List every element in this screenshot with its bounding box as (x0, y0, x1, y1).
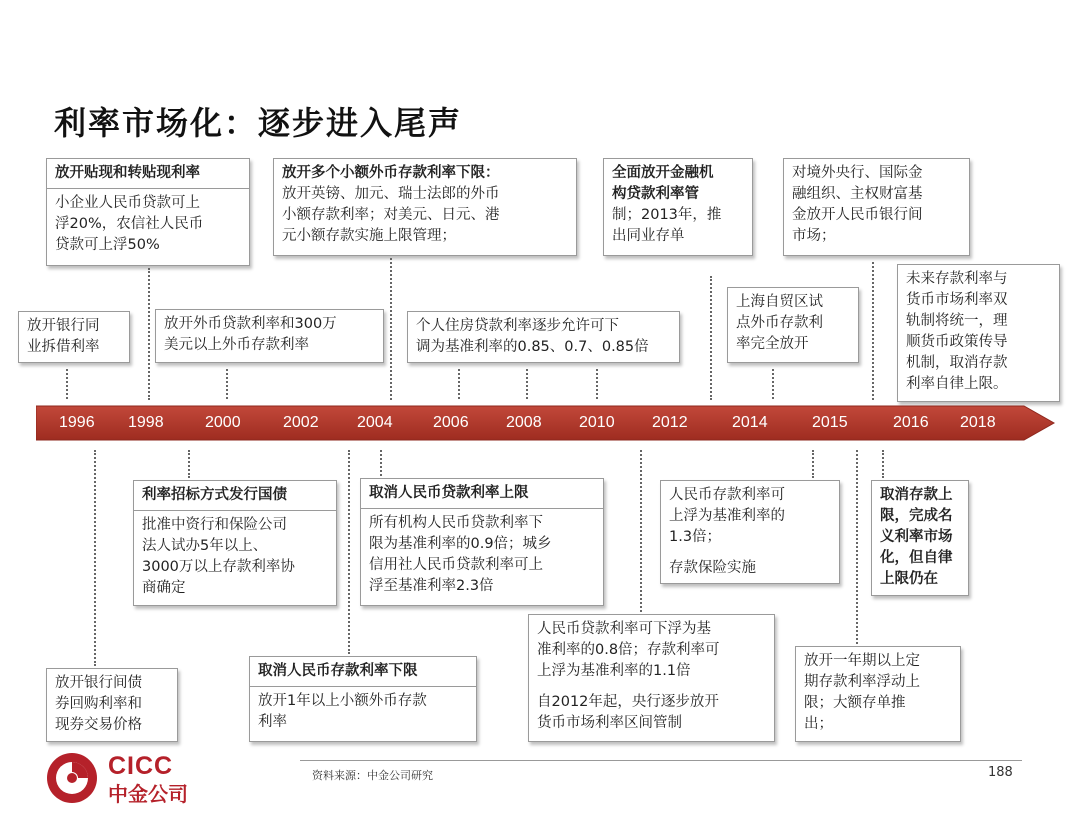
event-box-loan-ceiling (360, 478, 604, 606)
event-text: 机制，取消存款 (906, 355, 1008, 371)
event-text: 调为基准利率的0.85、0.7、0.85倍 (416, 339, 649, 355)
event-heading: 构贷款利率管 (612, 186, 699, 202)
event-text: 上浮为基准利率的1.1倍 (537, 663, 691, 679)
source-note: 资料来源：中金公司研究 (312, 769, 433, 782)
event-text: 放开一年期以上定 (804, 653, 920, 669)
event-box-2015-interbank-open (783, 158, 970, 256)
page-number: 188 (988, 765, 1013, 780)
year-label-2002: 2002 (283, 414, 319, 431)
event-text: 顺货币政策传导 (906, 334, 1008, 350)
event-text: 个人住房贷款利率逐步允许可下 (416, 318, 619, 334)
year-label-2010: 2010 (579, 414, 615, 431)
connector (458, 369, 460, 399)
event-text: 未来存款利率与 (906, 271, 1008, 287)
event-text: 人民币贷款利率可下浮为基 (537, 621, 711, 637)
event-text: 上浮为基准利率的 (669, 508, 785, 524)
connector (872, 262, 874, 400)
event-heading: 取消人民币存款利率下限 (250, 657, 476, 687)
event-box-deposit-floor (249, 656, 477, 742)
event-box-1996-interbank (18, 311, 130, 363)
connector (148, 268, 150, 400)
event-text: 利率自律上限。 (906, 376, 1008, 392)
event-box-2004-small-foreign-deposit (273, 158, 577, 256)
connector (94, 450, 96, 666)
event-text: 出同业存单 (612, 228, 685, 244)
event-text: 业拆借利率 (27, 339, 100, 355)
event-text: 轨制将统一，理 (906, 313, 1008, 329)
year-label-2015: 2015 (812, 414, 848, 431)
event-text: 取消存款上 (880, 487, 953, 503)
event-box-2016-remove-cap (871, 480, 969, 596)
event-text: 1.3倍； (669, 529, 722, 545)
cicc-logo-mark (44, 750, 100, 806)
event-text: 元小额存款实施上限管理； (282, 228, 456, 244)
event-text: 人民币存款利率可 (669, 487, 785, 503)
connector (226, 369, 228, 399)
event-box-2015-cd (795, 646, 961, 742)
year-label-2018: 2018 (960, 414, 996, 431)
event-text: 贷款可上浮50% (55, 237, 160, 253)
event-text: 放开英镑、加元、瑞士法郎的外币 (282, 186, 500, 202)
event-text: 金放开人民币银行间 (792, 207, 923, 223)
event-box-bond-tender (133, 480, 337, 606)
event-text: 放开外币贷款利率和300万 (164, 316, 337, 332)
event-text: 准利率的0.8倍；存款利率可 (537, 642, 720, 658)
event-text: 小额存款利率；对美元、日元、港 (282, 207, 500, 223)
event-text: 存款保险实施 (669, 560, 756, 576)
event-text: 法人试办5年以上、 (142, 538, 268, 554)
event-box-1998-discount (46, 158, 250, 266)
year-label-2014: 2014 (732, 414, 768, 431)
event-text: 美元以上外币存款利率 (164, 337, 309, 353)
event-text: 自2012年起，央行逐步放开 (537, 694, 719, 710)
event-text: 点外币存款利 (736, 315, 823, 331)
event-box-2015-deposit-insurance (660, 480, 840, 584)
event-text: 3000万以上存款利率协 (142, 559, 295, 575)
connector (390, 258, 392, 400)
event-heading: 取消人民币贷款利率上限 (361, 479, 603, 509)
event-box-2012-loan-rate (603, 158, 753, 256)
event-text: 制；2013年，推 (612, 207, 722, 223)
event-text: 信用社人民币贷款利率可上 (369, 557, 543, 573)
connector (772, 369, 774, 399)
event-box-2000-foreign-loan (155, 309, 384, 363)
event-heading: 放开贴现和转贴现利率 (47, 159, 249, 189)
event-text: 出； (804, 716, 833, 732)
event-heading: 放开多个小额外币存款利率下限： (282, 165, 500, 181)
year-label-1996: 1996 (59, 414, 95, 431)
event-box-future-dual-track (897, 264, 1060, 402)
connector (812, 450, 814, 478)
event-text: 浮至基准利率2.3倍 (369, 578, 494, 594)
logo-text-cn: 中金公司 (108, 782, 188, 806)
connector (188, 450, 190, 478)
event-text: 率完全放开 (736, 336, 809, 352)
event-box-2014-shanghai-ftz (727, 287, 859, 363)
page-title: 利率市场化：逐步进入尾声 (54, 104, 463, 142)
event-heading: 全面放开金融机 (612, 165, 714, 181)
event-text: 化，但自律 (880, 550, 953, 566)
event-box-2006-mortgage (407, 311, 680, 363)
event-text: 限，完成名 (880, 508, 953, 524)
year-label-1998: 1998 (128, 414, 164, 431)
event-text: 义利率市场 (880, 529, 953, 545)
event-text: 上海自贸区试 (736, 294, 823, 310)
event-box-repo-bond (46, 668, 178, 742)
event-heading: 利率招标方式发行国债 (134, 481, 336, 511)
year-label-2012: 2012 (652, 414, 688, 431)
year-label-2008: 2008 (506, 414, 542, 431)
event-text: 浮20%，农信社人民币 (55, 216, 204, 232)
connector (882, 450, 884, 478)
event-text: 批准中资行和保险公司 (142, 517, 287, 533)
year-label-2004: 2004 (357, 414, 393, 431)
connector (856, 450, 858, 644)
event-text: 市场； (792, 228, 836, 244)
event-text: 利率 (258, 714, 287, 730)
event-text: 上限仍在 (880, 571, 938, 587)
footer-divider (300, 760, 1022, 761)
event-text: 现券交易价格 (55, 717, 142, 733)
event-text: 融组织、主权财富基 (792, 186, 923, 202)
connector (640, 450, 642, 612)
event-box-2012-float (528, 614, 775, 742)
event-text: 限为基准利率的0.9倍；城乡 (369, 536, 552, 552)
event-text: 小企业人民币贷款可上 (55, 195, 200, 211)
event-text: 商确定 (142, 580, 186, 596)
year-label-2006: 2006 (433, 414, 469, 431)
event-text: 货币市场利率区间管制 (537, 715, 682, 731)
event-text: 放开银行间债 (55, 675, 142, 691)
event-text: 放开1年以上小额外币存款 (258, 693, 427, 709)
event-text: 限；大额存单推 (804, 695, 906, 711)
event-text: 期存款利率浮动上 (804, 674, 920, 690)
event-text: 对境外央行、国际金 (792, 165, 923, 181)
logo-text-en: CICC (108, 752, 174, 780)
event-text: 货币市场利率双 (906, 292, 1008, 308)
cicc-logo-icon (44, 750, 100, 810)
connector (526, 369, 528, 399)
event-text: 放开银行同 (27, 318, 100, 334)
event-text: 券回购利率和 (55, 696, 142, 712)
connector (596, 369, 598, 399)
connector (710, 276, 712, 400)
year-label-2000: 2000 (205, 414, 241, 431)
connector (348, 450, 350, 654)
connector (380, 450, 382, 476)
event-text: 所有机构人民币贷款利率下 (369, 515, 543, 531)
year-label-2016: 2016 (893, 414, 929, 431)
connector (66, 369, 68, 399)
